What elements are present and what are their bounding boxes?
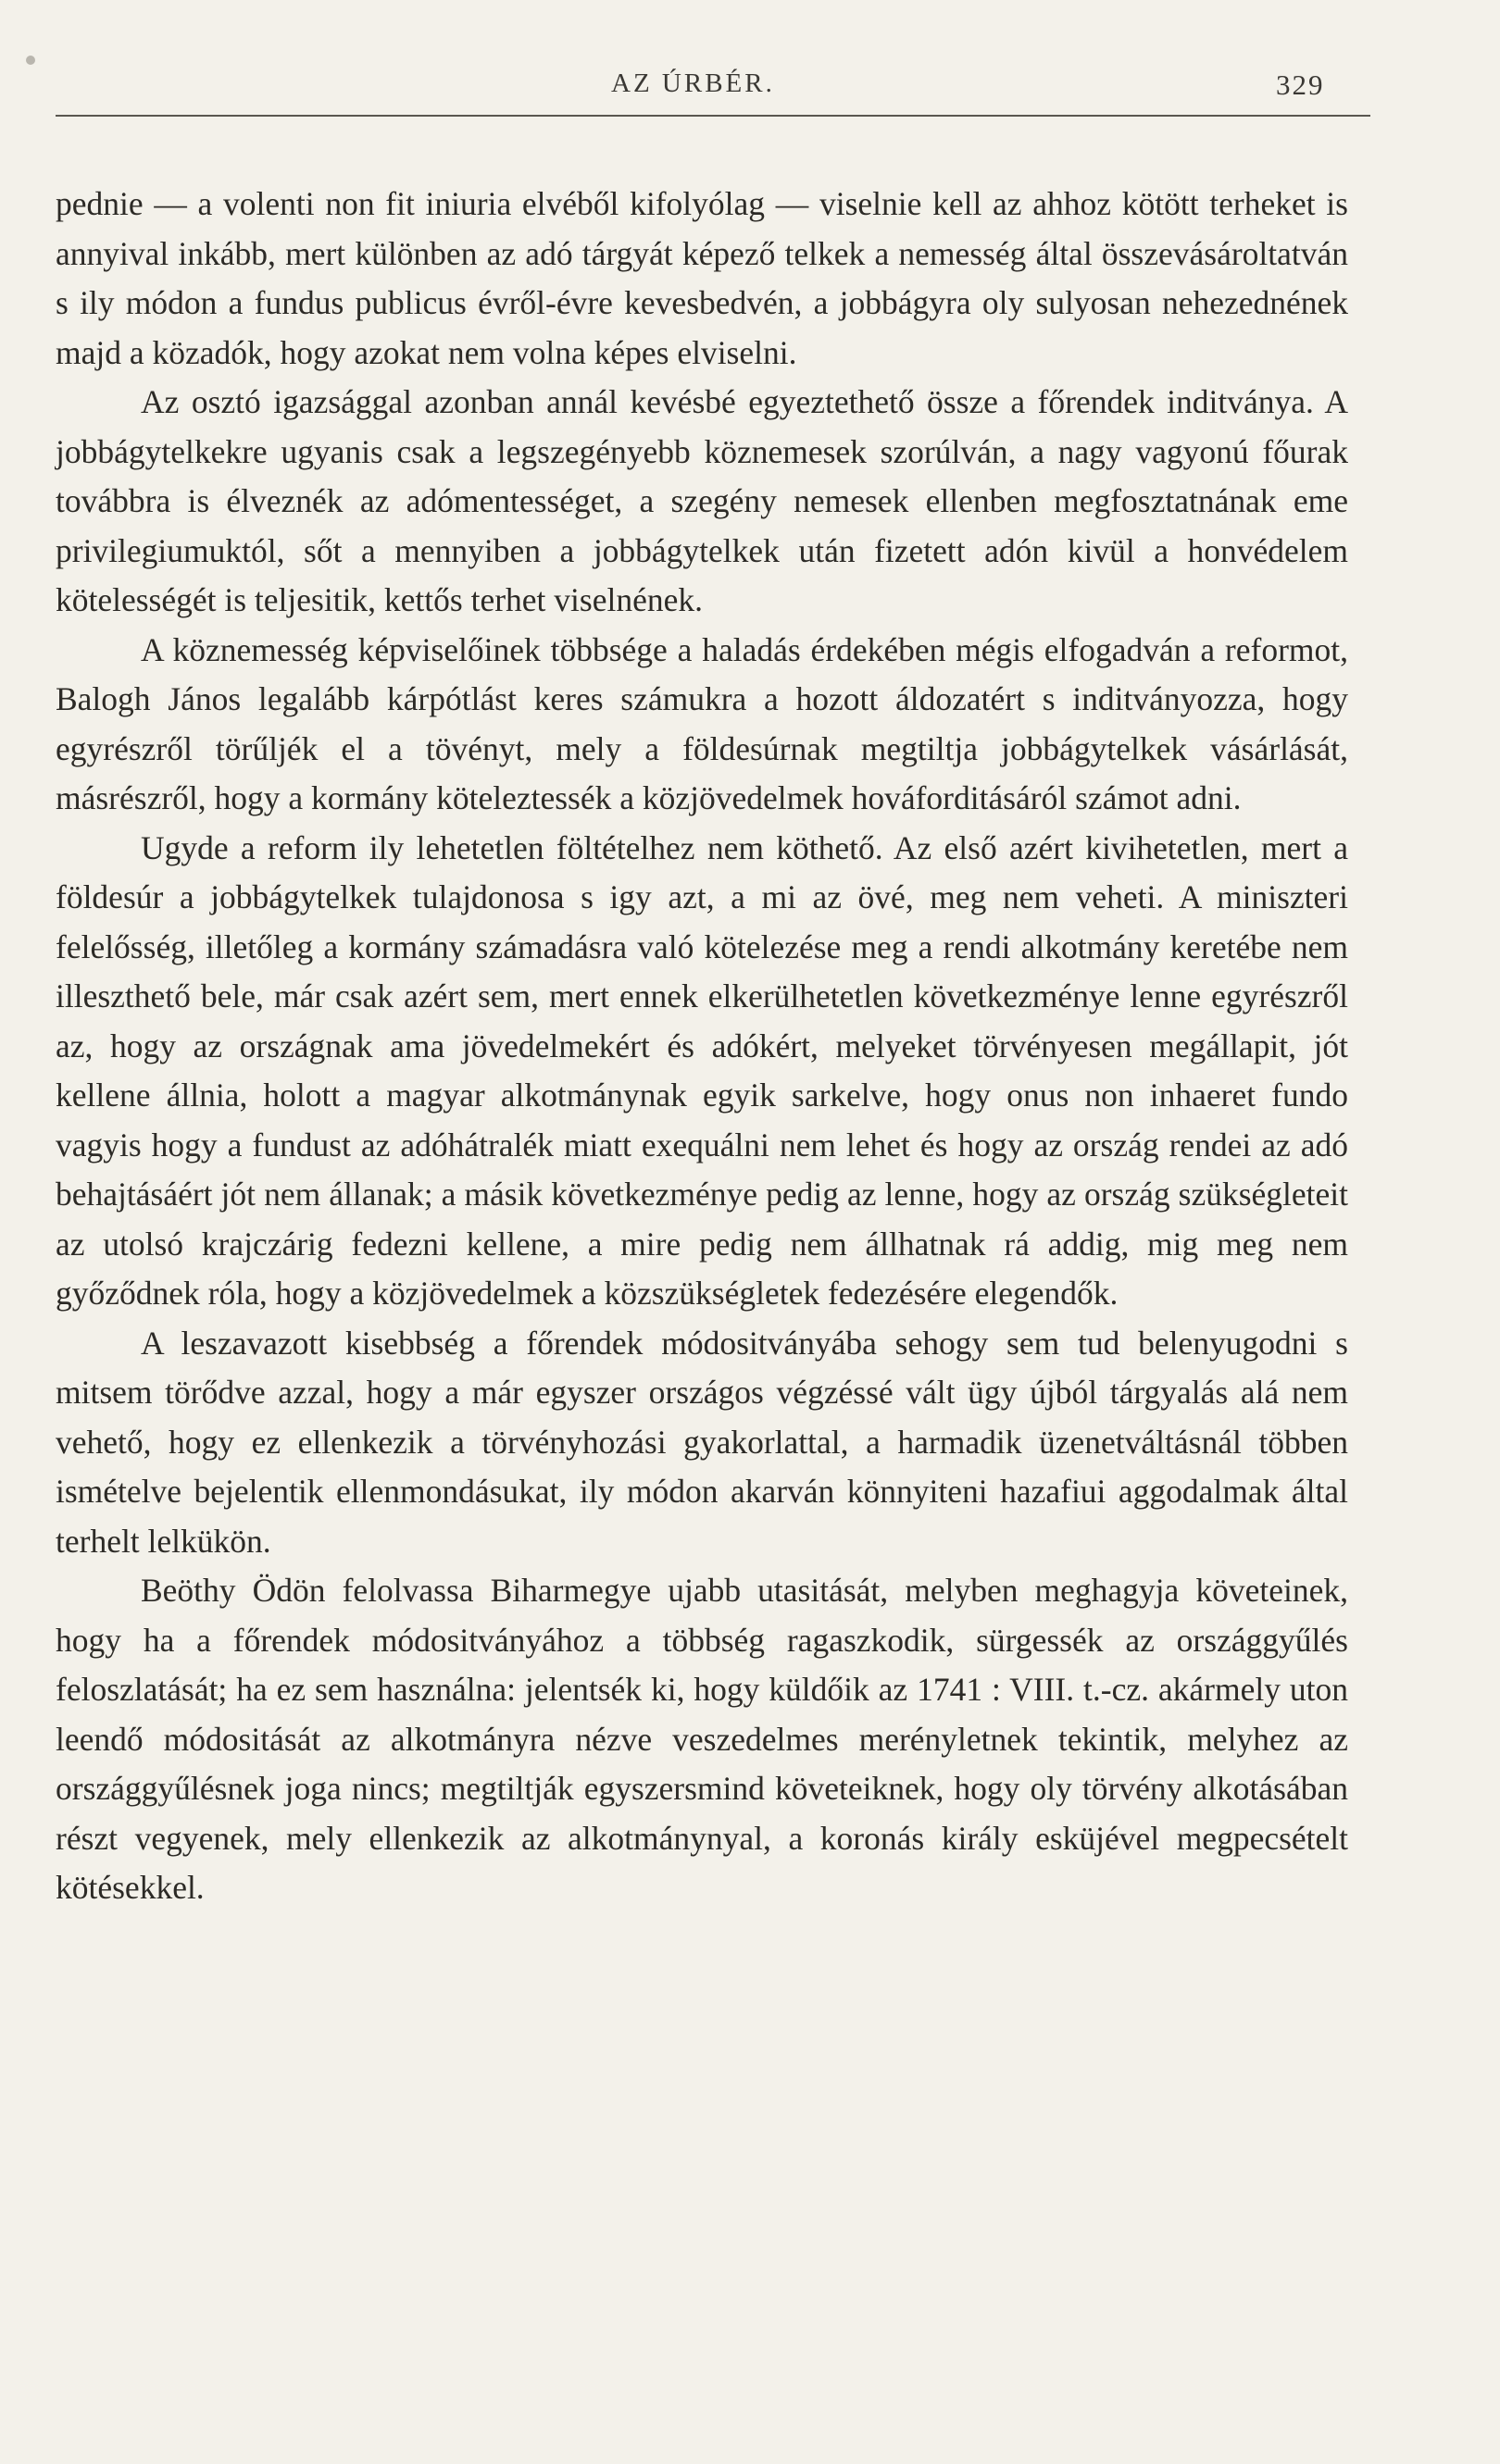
body-text — [56, 180, 1348, 1913]
paragraph: A köznemesség képviselőinek többsége a haladás érdekében mégis elfogadván a reformot, Balogh János legalább kárpótlást keres számukra a hozott áldozatért s inditványozza, hogy egyrészről törűljék el a tövényt, mely a földesúrnak megtiltja jobbágytelkek vásárlását, másrészről, hogy a kormány köteleztessék a közjövedelmek hováforditásáról számot adni. — [56, 630, 1348, 816]
paragraph: pednie — a volenti non fit iniuria elvéből kifolyólag — viselnie kell az ahhoz kötött terheket is annyival inkább, mert különben az adó tárgyát képező telkek a nemesség által összevásároltatván s ily módon a fundus publicus évről-évre kevesbedvén, a jobbágyra oly sulyosan nehezednének majd a közadók, hogy azokat nem volna képes elviselni. — [56, 185, 1348, 371]
running-title: AZ ÚRBÉR. — [611, 68, 775, 98]
paragraph: A leszavazott kisebbség a főrendek módositványába sehogy sem tud belenyugodni s mitsem törődve azzal, hogy a már egyszer országos végzéssé vált ügy újból tárgyalás alá nem vehető, hogy ez ellenkezik a törvényhozási gyakorlattal, a harmadik üzenetváltásnál többen ismételve bejelentik ellenmondásukat, ily módon akarván könnyiteni hazafiui aggodalmak által terhelt lelkükön. — [56, 1324, 1348, 1560]
page-number: 329 — [1276, 68, 1325, 101]
paragraph: Ugyde a reform ily lehetetlen föltételhez nem köthető. Az első azért kivihetetlen, mert a földesúr a jobbágytelkek tulajdonosa s igy azt, a mi az övé, meg nem veheti. A miniszteri felelősség, illetőleg a kormány számadásra való kötelezése meg a rendi alkotmány keretébe nem illeszthető bele, már csak azért sem, mert ennek elkerülhetetlen következménye lenne egyrészről az, hogy az országnak ama jövedelmekért és adókért, melyeket törvényesen megállapit, jót kellene állnia, holott a magyar alkotmánynak egyik sarkelve, hogy onus non inhaeret fundo vagyis hogy a fundust az adóhátralék miatt exequálni nem lehet és hogy az ország rendei az adó behajtásáért jót nem állanak; a másik következménye pedig az lenne, hogy az ország szükségleteit az utolsó krajczárig fedezni kellene, a mire pedig nem állhatnak rá addig, mig meg nem győződnek róla, hogy a közjövedelmek a közszükségletek fedezésére elegendők. — [56, 828, 1348, 1312]
page-header — [0, 68, 1500, 115]
paragraph: Az osztó igazsággal azonban annál kevésbé egyeztethető össze a főrendek inditványa. A jobbágytelkekre ugyanis csak a legszegényebb köznemesek szorúlván, a nagy vagyonú főurak továbbra is élveznék az adómentességet, a szegény nemesek ellenben megfosztatnának eme privilegiumuktól, sőt a mennyiben a jobbágytelkek után fizetett adón kivül a honvédelem kötelességét is teljesitik, kettős terhet viselnének. — [56, 383, 1348, 618]
page-speck — [26, 56, 35, 65]
paragraph: Beöthy Ödön felolvassa Biharmegye ujabb utasitását, melyben meghagyja követeinek, hogy ha a főrendek módositványához a többség ragaszkodik, sürgessék az országgyűlés feloszlatását; ha ez sem használna: jelentsék ki, hogy küldőik az 1741 : VIII. t.-cz. akármely uton leendő módositását az alkotmányra nézve veszedelmes merényletnek tekintik, melyhez az országgyűlésnek joga nincs; megtiltják egyszersmind követeiknek, hogy oly törvény alkotásában részt vegyenek, mely ellenkezik az alkotmánynyal, a koronás király esküjével megpecsételt kötésekkel. — [56, 1572, 1348, 1906]
header-rule — [56, 115, 1370, 117]
